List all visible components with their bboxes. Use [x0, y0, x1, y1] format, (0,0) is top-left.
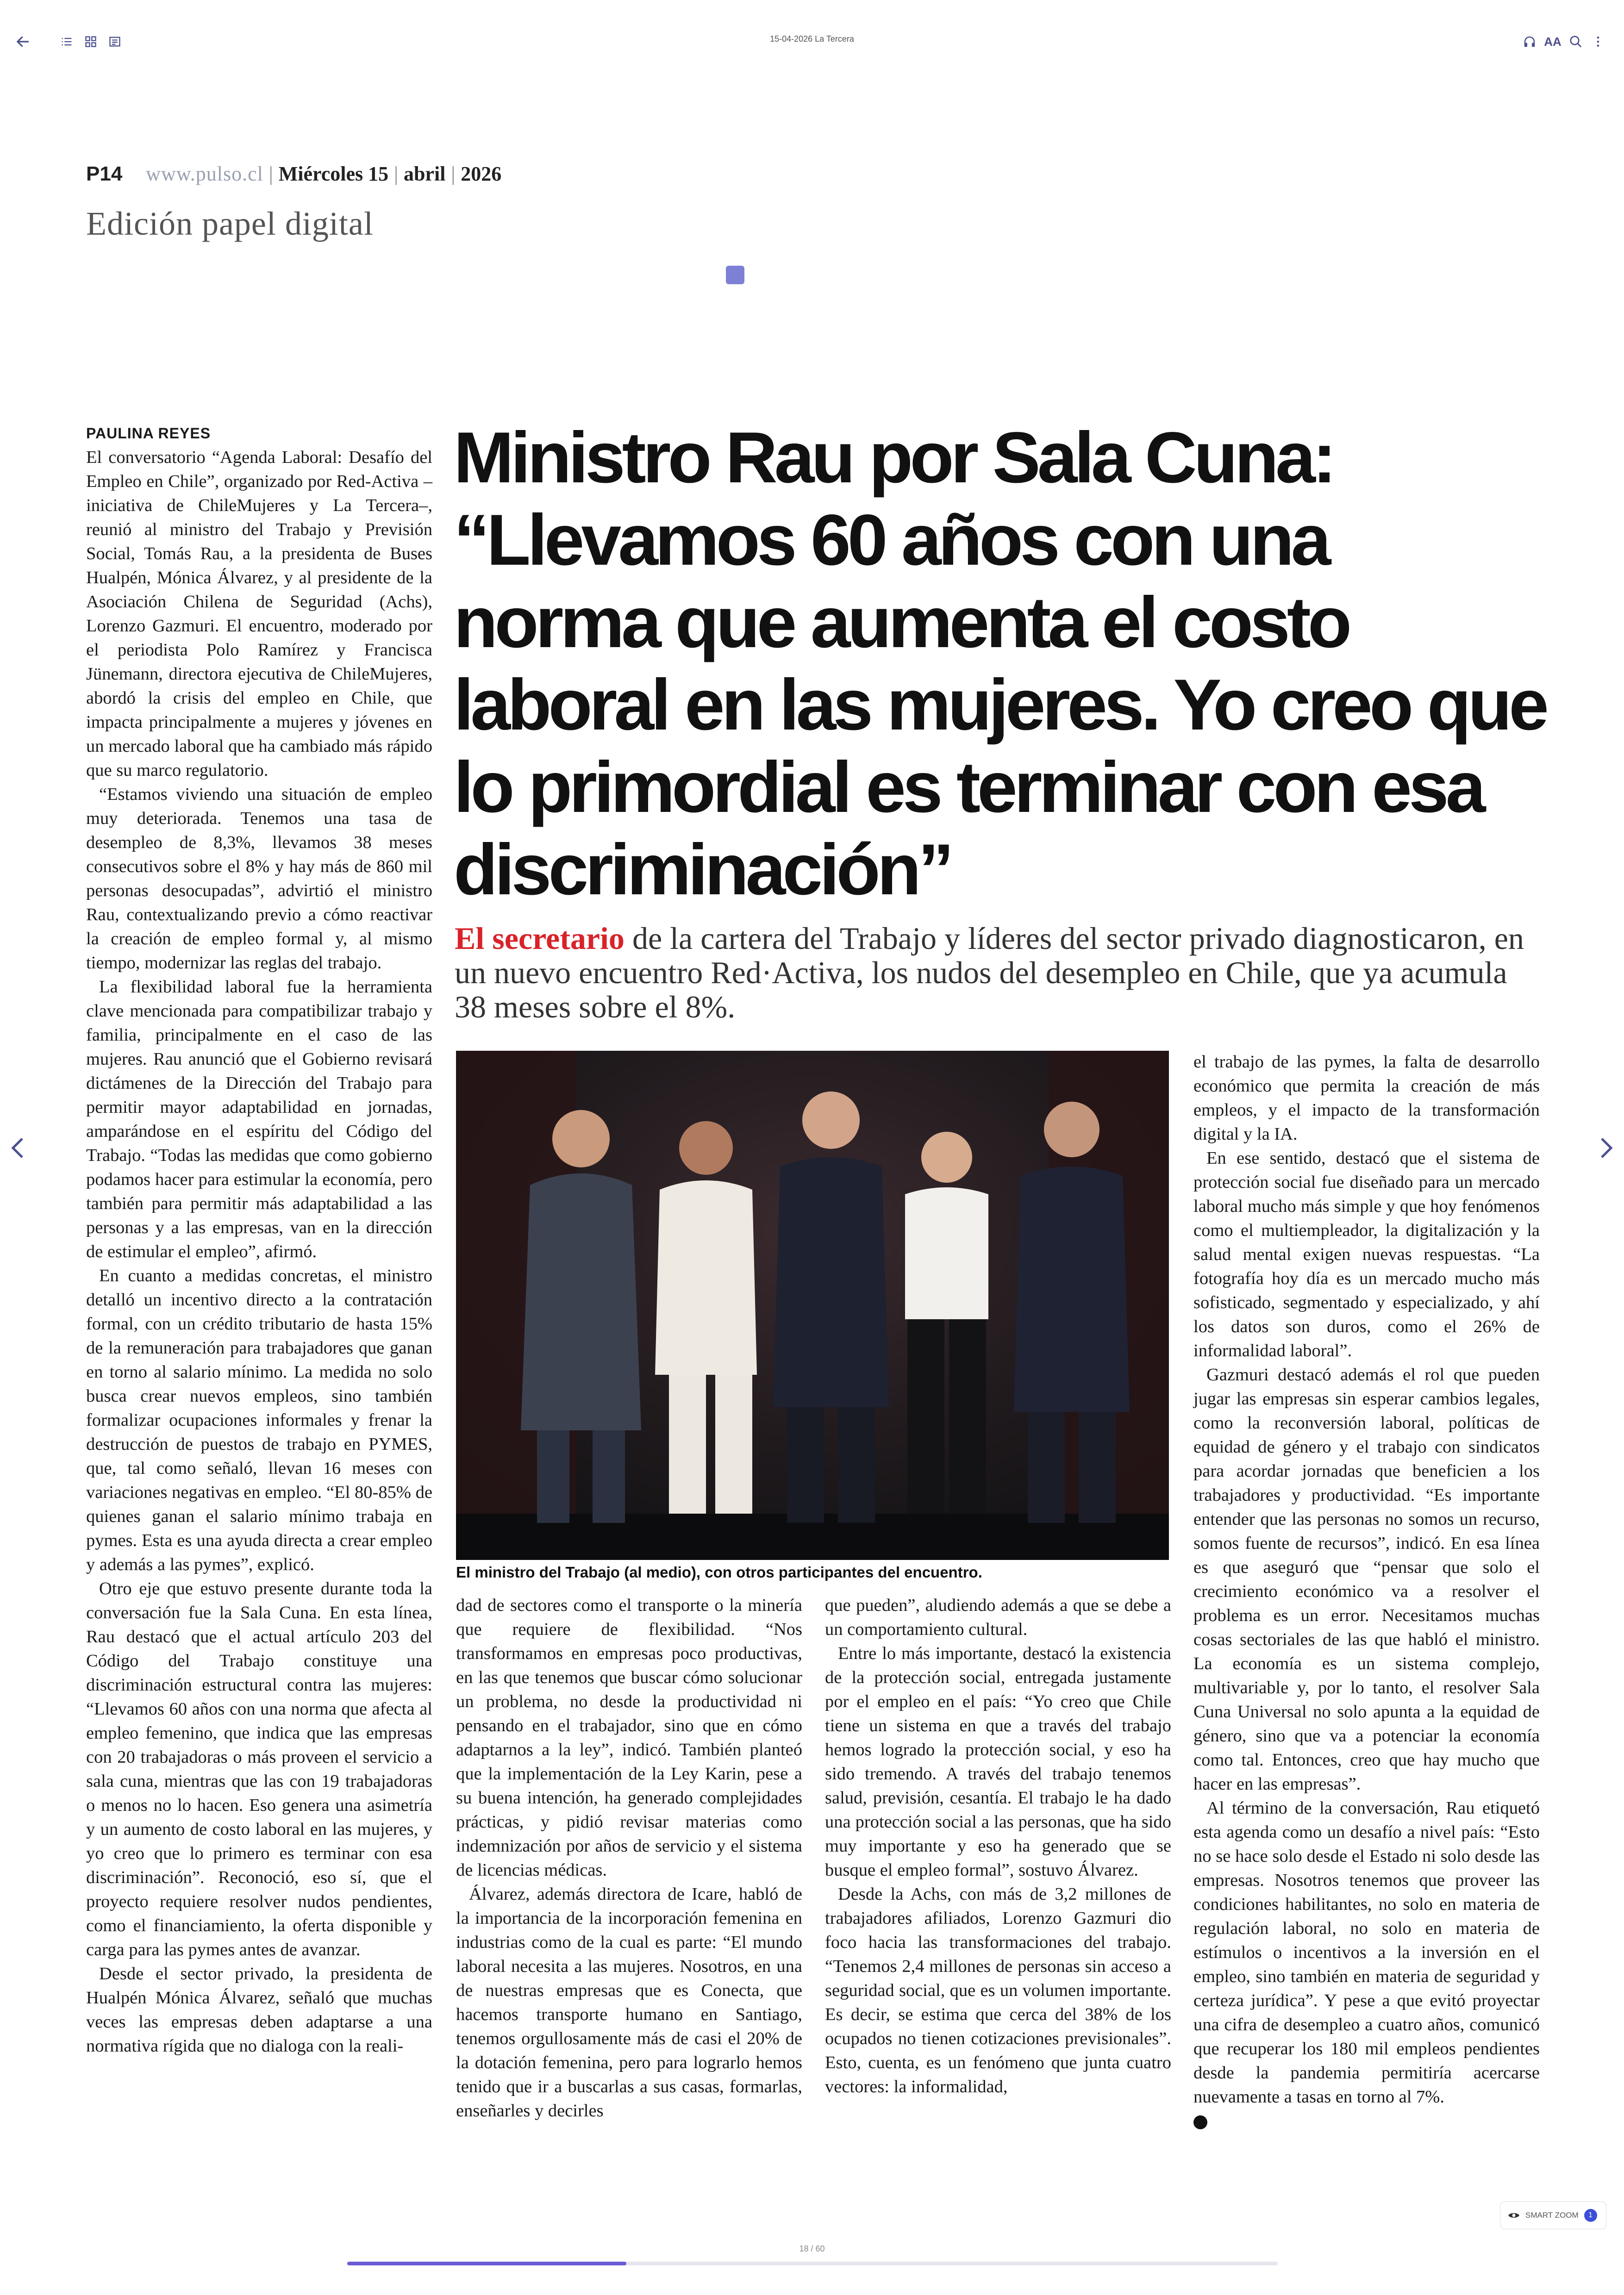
headphones-icon[interactable] — [1517, 29, 1543, 55]
site-url: www.pulso.cl — [146, 162, 263, 185]
page-number: P14 — [86, 162, 123, 185]
page-masthead: P14 www.pulso.cl | Miércoles 15 | abril | 2026 — [86, 162, 502, 185]
smart-zoom-button[interactable] — [1500, 2201, 1606, 2229]
paragraph: Desde la Achs, con más de 3,2 millones de trabajadores afiliados, Lorenzo Gazmuri dio foco hacia las transformaciones del trabajo. “Tenemos 2,4 millones de personas sin acceso a seguridad social, que es un volumen importante. Es decir, se estima que cerca del 38% de los ocupados no tienen cotizaciones previsionales”. Esto, cuenta, es un fenómeno que junta cuatro vectores: la informalidad, — [825, 1884, 1171, 2096]
more-icon[interactable] — [1585, 29, 1611, 55]
paragraph: Gazmuri destacó además el rol que pueden jugar las empresas sin esperar cambios legales, como la reconversión laboral, políticas de equidad de género y el trabajo con sindicatos para acordar jornadas que beneficien a los trabajadores y productividad. “Es importante entender que las personas no somos un recurso, somos fuente de recursos”, indicó. En esa línea es que aseguró que “pensar que solo el crecimiento económico va a resolver el problema es un error. Necesitamos muchas cosas sectoriales de las que habló el ministro. La economía es un sistema complejo, multivariable y, por lo tanto, el resolver Sala Cuna Universal no solo apunta a la equidad de género, sino que va a potenciar la economía como tal. Entonces, creo que hay mucho que hacer en las empresas”. — [1193, 1365, 1540, 1794]
byline: PAULINA REYES — [86, 425, 211, 442]
article-column-3 — [825, 1593, 1171, 2099]
article-photo — [456, 1051, 1169, 1560]
paragraph: Al término de la conversación, Rau etiquetó esta agenda como un desafío a nivel país: “Esto no se hace solo desde el Estado ni solo desde las empresas. Nosotros tenemos que proveer las condiciones habilitantes, no solo en materia de regulación laboral, no solo en materia de estímulos o incentivos a la inversión en el empleo, sino también en materia de seguridad y certeza jurídica”. Y pese a que evitó proyectar una cifra de desempleo a cuatro años, comunicó que recuperar los 180 mil empleos pendientes desde la pandemia permitiría acercarse nuevamente a tasas en torno al 7%. — [1193, 1798, 1540, 2107]
paragraph: Desde el sector privado, la presidenta de Hualpén Mónica Álvarez, señaló que muchas veces las empresas deben adaptarse a una normativa rígida que no dialoga con la reali- — [86, 1964, 432, 2056]
bookmark-marker-icon[interactable] — [726, 266, 744, 284]
smart-zoom-label: SMART ZOOM — [1525, 2211, 1579, 2220]
article-column-2 — [456, 1593, 802, 2123]
paragraph: dad de sectores como el transporte o la minería que requiere de flexibilidad. “Nos transformamos en empresas poco productivas, en las que tenemos que buscar cómo solucionar un problema, no desde la productividad ni pensando en el trabajador, sino que en cómo adaptarnos a la ley”, indicó. También planteó que la implementación de la Ley Karin, pese a su buena intención, ha generado complejidades prácticas, y pidió revisar materias como indemnización por años de servicio y el sistema de licencias médicas. — [456, 1596, 802, 1880]
deck — [455, 921, 1538, 1024]
paragraph: el trabajo de las pymes, la falta de desarrollo económico que permita la creación de más empleos, y el impacto de la transformación digital y la IA. — [1193, 1052, 1540, 1144]
eye-icon — [1508, 2211, 1520, 2220]
reading-progress-bar[interactable] — [347, 2262, 1278, 2265]
previous-page-arrow-icon[interactable] — [4, 1129, 31, 1166]
reading-progress-fill — [347, 2262, 626, 2265]
date-month: abril — [403, 162, 446, 185]
date-weekday: Miércoles 15 — [278, 162, 389, 185]
photo-caption: El ministro del Trabajo (al medio), con otros participantes del encuentro. — [456, 1564, 982, 1581]
font-size-icon[interactable]: AA — [1544, 34, 1562, 49]
paragraph: “Estamos viviendo una situación de empleo muy deteriorada. Tenemos una tasa de desempleo de 8,3%, llevamos 38 meses consecutivos sobre el 8% y hay más de 860 mil personas desocupadas”, advirtió el ministro Rau, contextualizando previo a cómo reactivar la creación de empleo formal y, al mismo tiempo, modernizar las reglas del trabajo. — [86, 785, 432, 973]
deck-lead: El secretario — [455, 921, 625, 956]
reader-toolbar — [0, 0, 1624, 83]
page-indicator: 18 / 60 — [799, 2244, 825, 2253]
deck-text: de la cartera del Trabajo y líderes del sector privado diagnosticaron, en un nuevo encuentro Red·Activa, los nudos del desempleo en Chile, que ya acumula 38 meses sobre el 8%. — [455, 921, 1524, 1024]
paragraph: Álvarez, además directora de Icare, habló de la importancia de la incorporación femenina en industrias como de la cual es parte: “El mundo laboral necesita a las mujeres. Nosotros, en una de nuestras empresas que es Conecta, que hacemos transporte humano en Santiago, tenemos orgullosamente más de casi el 20% de la dotación femenina, pero para lograrlo hemos tenido que ir a buscarlas a sus casas, formarlas, enseñarles y decirles — [456, 1884, 802, 2120]
date-year: 2026 — [461, 162, 502, 185]
headline: Ministro Rau por Sala Cuna: “Llevamos 60 años con una norma que aumenta el costo laboral en las mujeres. Yo creo que lo primordial es terminar con esa discriminación” — [454, 418, 1546, 910]
article-end-icon — [1193, 2115, 1207, 2129]
next-page-arrow-icon[interactable] — [1593, 1129, 1620, 1166]
paragraph: que pueden”, aludiendo además a que se debe a un comportamiento cultural. — [825, 1596, 1171, 1639]
paragraph: Entre lo más importante, destacó la existencia de la protección social, entregada justamente por el empleo en el país: “Yo creo que Chile tiene un sistema en que a través del trabajo hemos logrado la protección social, y eso ha sido tremendo. A través del trabajo tenemos salud, previsión, cesantía. El trabajo le ha dado una protección social a las personas, que ha sido muy importante y eso ha generado que se busque el empleo formal”, sostuvo Álvarez. — [825, 1644, 1171, 1880]
smart-zoom-badge: 1 — [1584, 2209, 1597, 2222]
edition-label: Edición papel digital — [86, 205, 374, 242]
article-column-4 — [1193, 1050, 1540, 2133]
article-column-1 — [86, 445, 432, 2058]
issue-title: 15-04-2026 La Tercera — [770, 34, 854, 44]
paragraph: Otro eje que estuvo presente durante toda la conversación fue la Sala Cuna. En esta línea, Rau destacó que el actual artículo 203 del Código del Trabajo constituye una discriminación estructural contra las mujeres: “Llevamos 60 años con una norma que afecta al empleo femenino, que indica que las empresas con 20 trabajadoras o más proveen el servicio a sala cuna, mientras que las con 19 trabajadoras o menos no lo hacen. Eso genera una asimetría y un aumento de costo laboral en las mujeres, y yo creo que lo primero es terminar con esa discriminación”. Reconoció, eso sí, que el proyecto requiere resolver nudos pendientes, como el financiamiento, la oferta disponible y carga para las pymes antes de avanzar. — [86, 1579, 432, 1959]
paragraph: El conversatorio “Agenda Laboral: Desafío del Empleo en Chile”, organizado por Red-Activa –iniciativa de ChileMujeres y La Tercera–, reunió al ministro del Trabajo y Previsión Social, Tomás Rau, a la presidenta de Buses Hualpén, Mónica Álvarez, y al presidente de la Asociación Chilena de Seguridad (Achs), Lorenzo Gazmuri. El encuentro, moderado por el periodista Polo Ramírez y Francisca Jünemann, directora ejecutiva de ChileMujeres, abordó la crisis del empleo en Chile, que impacta principalmente a mujeres y jóvenes en un mercado laboral que ha cambiado más rápido que su marco regulatorio. — [86, 448, 432, 780]
paragraph: En ese sentido, destacó que el sistema de protección social fue diseñado para un mercado laboral mucho más simple y que hoy fenómenos como el multiempleador, la digitalización y la salud mental exigen nuevas respuestas. “La fotografía hoy día es un mercado mucho más sofisticado, segmentado y especializado, y ahí los datos son duros, como el 26% de informalidad laboral”. — [1193, 1148, 1540, 1360]
paragraph: La flexibilidad laboral fue la herramienta clave mencionada para compatibilizar trabajo y familia, principalmente en el caso de las mujeres. Rau anunció que el Gobierno revisará dictámenes de la Dirección del Trabajo para permitir mayor adaptabilidad en jornadas, amparándose en el espíritu del Código del Trabajo. “Todas las medidas que como gobierno podamos hacer para estimular la economía, pero también para permitir más adaptabilidad a las personas y a las empresas, van en la dirección de estimular el empleo”, afirmó. — [86, 977, 432, 1261]
paragraph: En cuanto a medidas concretas, el ministro detalló un incentivo directo a la contratación formal, con un crédito tributario de hasta 15% de la remuneración para trabajadores que ganan en torno al salario mínimo. La medida no solo busca crear nuevos empleos, sino también formalizar ocupaciones informales y frenar la destrucción de puestos de trabajo en PYMES, que, tal como señaló, llevan 16 meses con variaciones negativas en empleo. “El 80-85% de quienes ganan el salario mínimo trabaja en pymes. Esta es una ayuda directa a crear empleo y además a las pymes”, explicó. — [86, 1266, 432, 1574]
